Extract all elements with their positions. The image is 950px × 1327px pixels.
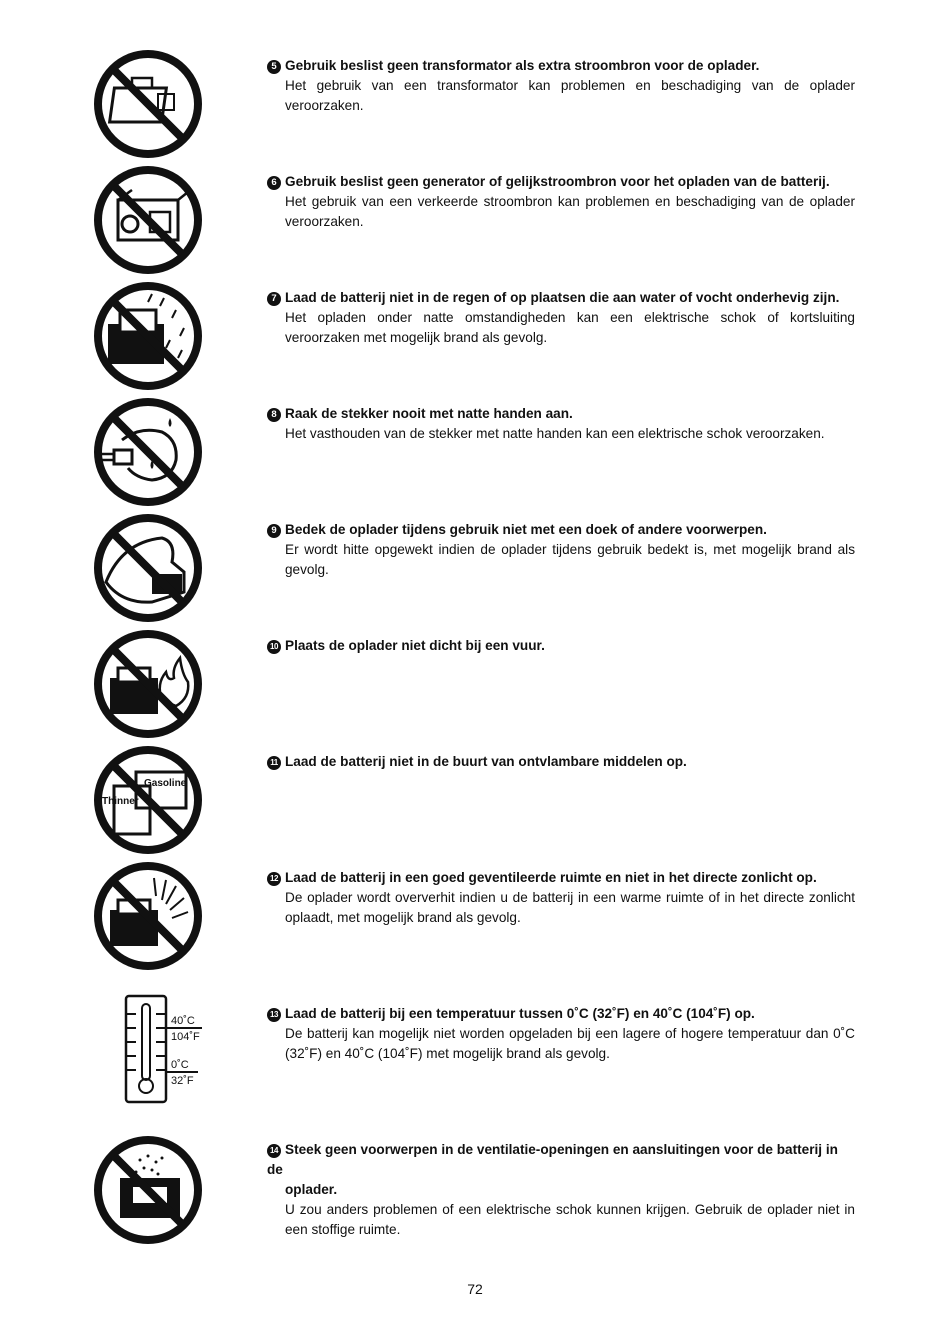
no-sunlight-icon bbox=[92, 860, 204, 972]
item-body: De oplader wordt oververhit indien u de batterij in een warme ruimte of in het directe zonlicht oplaadt, met mogelijk brand als gevolg. bbox=[285, 890, 855, 925]
thinner-label: Thinner bbox=[102, 796, 139, 807]
no-wet-hands-plug-icon bbox=[92, 396, 204, 508]
no-rain-icon bbox=[92, 280, 204, 392]
item-number-badge: 9 bbox=[267, 524, 281, 538]
item-heading: Gebruik beslist geen generator of gelijkstroombron voor het opladen van de batterij. bbox=[285, 174, 830, 189]
item-number-badge: 6 bbox=[267, 176, 281, 190]
item-heading: Bedek de oplader tijdens gebruik niet met een doek of andere voorwerpen. bbox=[285, 522, 767, 537]
item-body: De batterij kan mogelijk niet worden opgeladen bij een lagere of hogere temperatuur dan 0˚C (32˚F) en 40˚C (104˚F) met mogelijk brand als gevolg. bbox=[285, 1026, 855, 1061]
no-transformer-icon bbox=[92, 48, 204, 160]
item-number-badge: 7 bbox=[267, 292, 281, 306]
temp-high-c: 40˚C bbox=[171, 1015, 195, 1027]
no-generator-icon bbox=[92, 164, 204, 276]
temp-high-f: 104˚F bbox=[171, 1031, 200, 1043]
thermometer-icon bbox=[118, 994, 218, 1104]
item-heading: Laad de batterij niet in de buurt van ontvlambare middelen op. bbox=[285, 754, 687, 769]
item-number-badge: 11 bbox=[267, 756, 281, 770]
item-number-badge: 8 bbox=[267, 408, 281, 422]
item-number-badge: 14 bbox=[267, 1144, 281, 1158]
item-number-badge: 5 bbox=[267, 60, 281, 74]
item-number-badge: 10 bbox=[267, 640, 281, 654]
item-number-badge: 12 bbox=[267, 872, 281, 886]
temp-low-c: 0˚C bbox=[171, 1059, 189, 1071]
item-heading: Laad de batterij niet in de regen of op plaatsen die aan water of vocht onderhevig zijn. bbox=[285, 290, 840, 305]
item-heading: Gebruik beslist geen transformator als extra stroombron voor de oplader. bbox=[285, 58, 760, 73]
item-body: Het opladen onder natte omstandigheden kan een elektrische schok of kortsluiting veroorzaken met mogelijk brand als gevolg. bbox=[285, 310, 855, 345]
no-objects-in-vents-icon bbox=[92, 1134, 204, 1246]
no-fire-icon bbox=[92, 628, 204, 740]
item-body: Er wordt hitte opgewekt indien de oplader tijdens gebruik bedekt is, met mogelijk brand als gevolg. bbox=[285, 542, 855, 577]
item-heading: Raak de stekker nooit met natte handen aan. bbox=[285, 406, 573, 421]
item-heading: Steek geen voorwerpen in de ventilatie-openingen en aansluitingen voor de batterij in de bbox=[267, 1142, 838, 1177]
item-heading-continued: oplader. bbox=[285, 1182, 338, 1197]
temp-low-f: 32˚F bbox=[171, 1075, 194, 1087]
item-heading: Laad de batterij in een goed geventileerde ruimte en niet in het directe zonlicht op. bbox=[285, 870, 817, 885]
gasoline-label: Gasoline bbox=[144, 778, 187, 789]
page-number: 72 bbox=[467, 1281, 483, 1297]
item-heading: Laad de batterij bij een temperatuur tussen 0˚C (32˚F) en 40˚C (104˚F) op. bbox=[285, 1006, 755, 1021]
item-heading: Plaats de oplader niet dicht bij een vuur. bbox=[285, 638, 545, 653]
item-body: Het gebruik van een transformator kan problemen en beschadiging van de oplader veroorzaken. bbox=[285, 78, 855, 113]
item-body: Het vasthouden van de stekker met natte handen kan een elektrische schok veroorzaken. bbox=[285, 426, 825, 441]
item-number-badge: 13 bbox=[267, 1008, 281, 1022]
item-body: Het gebruik van een verkeerde stroombron kan problemen en beschadiging van de oplader veroorzaken. bbox=[285, 194, 855, 229]
item-body: U zou anders problemen of een elektrische schok kunnen krijgen. Gebruik de oplader niet in een stoffige ruimte. bbox=[285, 1202, 855, 1237]
no-cover-cloth-icon bbox=[92, 512, 204, 624]
no-flammables-icon bbox=[92, 744, 204, 856]
